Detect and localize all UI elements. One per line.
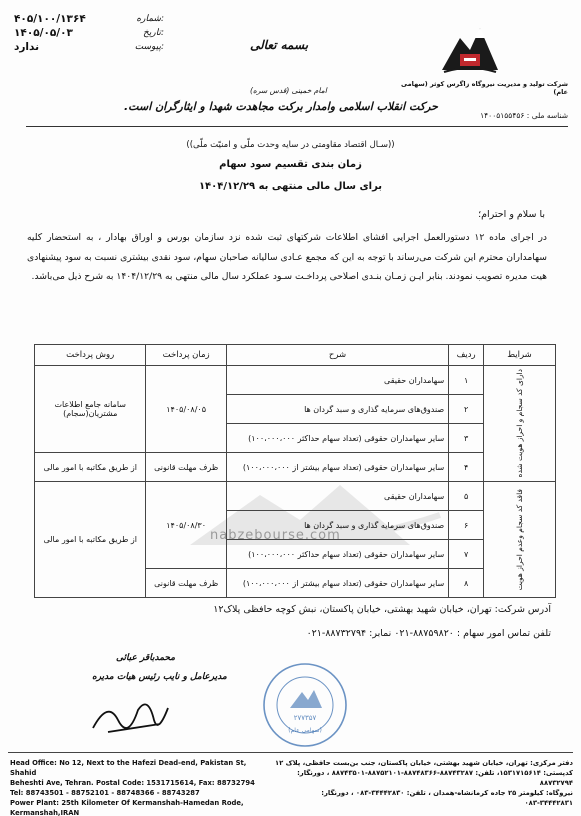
body-paragraph: در اجرای ماده ۱۲ دستورالعمل اجرایی افشای اطلاعات شرکتهای ثبت شده نزد سازمان بورس و اوراق بهادار ، به استحضار کلیه سهامداران محترم این شرکت می‌رساند با توجه به این که مجمع عـادی سالیانه صاحبان سهام، سود نقدی بیشتری نسبت به سود پیشنهادی هیت مدیره تصویب نمودند. بنابر ایـن زمـان بنـدی اصلاحی پرداخـت سـود عملکرد سال مالی منتهی به ۱۴۰۴/۱۲/۲۹ به شرح ذیل می‌باشد.: [27, 232, 547, 282]
signatory-role: مدیرعامل و نایب رئیس هیات مدیره: [92, 672, 227, 682]
letter-title: زمان بندی تقسیم سود سهام: [219, 159, 362, 170]
row-number: ۵: [449, 482, 484, 511]
footer-fa-line: دفتر مرکزی: تهران، خیابان شهید بهشتی، خیابان پاکستان، جنب بن‌بست حافظی، پلاک ۱۲: [274, 759, 573, 767]
footer-en-line: Head Office: No 12, Next to the Hafezi Dead-end, Pakistan St, Shahid: [10, 759, 247, 777]
company-stamp-icon: [260, 660, 350, 750]
payment-time: ۱۴۰۵/۰۸/۰۵: [146, 366, 226, 453]
row-description: سایر سهامداران حقوقی (تعداد سهام بیشتر از ۱۰۰،۰۰۰،۰۰۰): [226, 569, 448, 598]
row-description: سهامداران حقیقی: [226, 482, 448, 511]
handwritten-signature-icon: [88, 690, 178, 740]
payment-time: ۱۴۰۵/۰۸/۳۰: [146, 482, 226, 569]
company-name: شرکت تولید و مدیریت نیروگاه زاگرس کوثر (سهامی عام): [401, 80, 568, 96]
stamp-type: (سهامی عام): [288, 727, 322, 734]
table-row: [35, 453, 556, 482]
row-description: صندوق‌های سرمایه گذاری و سبد گردان ها: [226, 511, 448, 540]
signatory-name: محمدباقر عبائی: [116, 653, 176, 663]
row-number: ۷: [449, 540, 484, 569]
group2-condition: فاقد کد سجام وعدم احراز هویت: [515, 488, 524, 591]
group2-condition-cell: [484, 482, 556, 598]
dividend-schedule-table: [34, 344, 556, 598]
date-label: تاریخ:: [143, 28, 164, 38]
row-description: سایر سهامداران حقوقی (تعداد سهام بیشتر از ۱۰۰،۰۰۰،۰۰۰): [226, 453, 448, 482]
attachment-value: ندارد: [14, 41, 40, 53]
row-number: ۳: [449, 424, 484, 453]
company-logo-icon: [440, 20, 500, 76]
number-value: ۴۰۵/۱۰۰/۱۳۶۴: [14, 13, 86, 25]
row-number: ۸: [449, 569, 484, 598]
footer-en-line: Power Plant: 25th Kilometer Of Kermanshah-Hamedan Rode, Kermanshah,IRAN: [10, 799, 244, 816]
number-label: شماره:: [136, 14, 164, 24]
footer-persian: [273, 758, 573, 808]
header-payment-time: زمان پرداخت: [146, 345, 226, 366]
row-description: سایر سهامداران حقوقی (تعداد سهام حداکثر ۱۰۰،۰۰۰،۰۰۰): [226, 424, 448, 453]
row-number: ۱: [449, 366, 484, 395]
footer-fa-line: کدپستی: ۱۵۳۱۷۱۵۶۱۴، تلفن: ۸۸۷۴۳۲۸۷-۸۸۷۴۸۳۶۶-۸۸۷۵۲۱۰۱-۸۸۷۴۳۵۰۱ ، دورنگار: ۸۸۷۳۲۷۹۴: [297, 769, 573, 787]
national-id: شناسه ملی : ۱۴۰۰۵۱۵۵۴۵۶: [480, 111, 568, 120]
greeting: با سلام و احترام؛: [478, 209, 545, 220]
header-condition: شرایط: [484, 345, 556, 366]
header-payment-method: روش پرداخت: [35, 345, 146, 366]
bismillah: بسمه تعالی: [250, 38, 309, 52]
header-divider: [26, 126, 568, 127]
letter-subtitle: برای سال مالی منتهی به ۱۴۰۴/۱۲/۲۹: [198, 181, 383, 192]
header-slogan: حرکت انقلاب اسلامی وامدار برکت مجاهدت شهدا و ایثارگران است.: [124, 100, 438, 113]
stamp-number: ۲۷۷۳۵۷: [293, 714, 317, 722]
footer-divider: [8, 752, 573, 753]
footer-english: [10, 758, 270, 816]
payment-time: ظرف مهلت قانونی: [146, 569, 226, 598]
footer-en-line: Beheshti Ave, Tehran. Postal Code: 1531715614, Fax: 88732794: [10, 779, 255, 787]
group1-condition-cell: [484, 366, 556, 482]
table-header-row: [35, 345, 556, 366]
table-row: [35, 366, 556, 395]
row-number: ۲: [449, 395, 484, 424]
row-description: صندوق‌های سرمایه گذاری و سبد گردان ها: [226, 395, 448, 424]
group1-condition: دارای کد سجام و احراز هویت شده: [515, 369, 524, 478]
watermark-text: nabzebourse.com: [210, 528, 341, 543]
attachment-label: پیوست:: [134, 42, 164, 52]
letter-meta: [14, 12, 164, 54]
payment-method: از طریق مکاتبه با امور مالی: [35, 453, 146, 482]
header-row: ردیف: [449, 345, 484, 366]
footer-fa-line: نیروگاه: کیلومتر ۲۵ جاده کرمانشاه-همدان ، تلفن: ۳۴۴۴۲۸۳۰-۰۸۳ ، دورنگار: ۳۴۴۴۲۸۳۱-۰۸۳: [321, 789, 573, 807]
payment-time: ظرف مهلت قانونی: [146, 453, 226, 482]
row-description: سایر سهامداران حقوقی (تعداد سهام حداکثر ۱۰۰،۰۰۰،۰۰۰): [226, 540, 448, 569]
row-number: ۶: [449, 511, 484, 540]
payment-method: سامانه جامع اطلاعات مشتریان(سجام): [35, 366, 146, 453]
row-description: سهامداران حقیقی: [226, 366, 448, 395]
imam-label: امام خمینی (قدس سره): [250, 86, 327, 95]
year-motto: ((سـال اقتصاد مقاومتی در سایه وحدت ملّی و امنیّت ملّی)): [186, 140, 395, 150]
header-description: شرح: [226, 345, 448, 366]
row-number: ۴: [449, 453, 484, 482]
footer-en-line: Tel: 88743501 - 88752101 - 88748366 - 88743287: [10, 789, 200, 797]
payment-method: از طریق مکاتبه با امور مالی: [35, 482, 146, 598]
company-phones: تلفن تماس امور سهام : ۸۸۷۵۹۸۲۰-۰۲۱ نمابر: ۸۸۷۳۲۷۹۴-۰۲۱: [306, 628, 551, 639]
company-address: آدرس شرکت: تهران، خیابان شهید بهشتی، خیابان پاکستان، نبش کوچه حافظی پلاک۱۲: [213, 604, 551, 615]
table-row: [35, 482, 556, 511]
date-value: ۱۴۰۵/۰۵/۰۳: [14, 27, 73, 39]
